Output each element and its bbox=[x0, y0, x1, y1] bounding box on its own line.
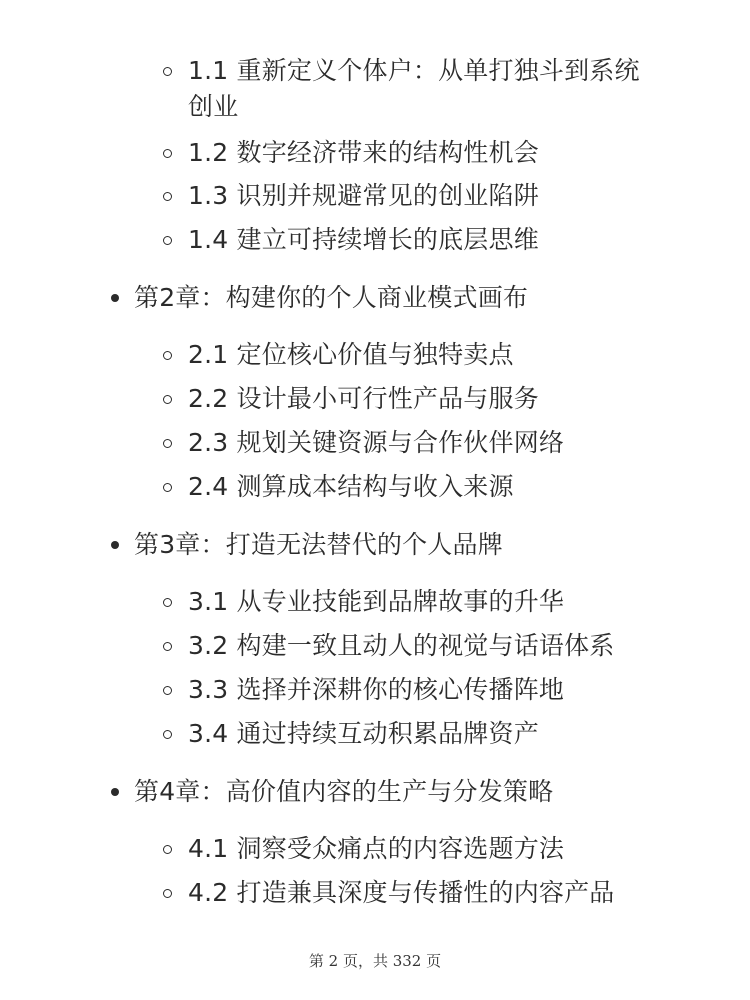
toc-subitem-4-1: 4.1 洞察受众痛点的内容选题方法 bbox=[188, 834, 565, 863]
hollow-bullet-icon bbox=[163, 351, 172, 360]
hollow-bullet-icon bbox=[163, 439, 172, 448]
toc-subitem-1-3: 1.3 识别并规避常见的创业陷阱 bbox=[188, 181, 539, 210]
hollow-bullet-icon bbox=[163, 67, 172, 76]
toc-subitem-1-1-continued: 创业 bbox=[188, 92, 239, 121]
toc-chapter-2: 第2章：构建你的个人商业模式画布 bbox=[134, 283, 529, 312]
hollow-bullet-icon bbox=[163, 598, 172, 607]
toc-chapter-4: 第4章：高价值内容的生产与分发策略 bbox=[134, 777, 554, 806]
hollow-bullet-icon bbox=[163, 686, 172, 695]
toc-subitem-1-1: 1.1 重新定义个体户：从单打独斗到系统 bbox=[188, 56, 640, 85]
hollow-bullet-icon bbox=[163, 642, 172, 651]
toc-chapter-3: 第3章：打造无法替代的个人品牌 bbox=[134, 530, 503, 559]
toc-subitem-3-4: 3.4 通过持续互动积累品牌资产 bbox=[188, 719, 539, 748]
toc-subitem-2-4: 2.4 测算成本结构与收入来源 bbox=[188, 472, 514, 501]
filled-bullet-icon bbox=[111, 294, 119, 302]
toc-subitem-3-3: 3.3 选择并深耕你的核心传播阵地 bbox=[188, 675, 565, 704]
filled-bullet-icon bbox=[111, 541, 119, 549]
toc-subitem-4-2: 4.2 打造兼具深度与传播性的内容产品 bbox=[188, 878, 615, 907]
toc-subitem-2-1: 2.1 定位核心价值与独特卖点 bbox=[188, 340, 514, 369]
hollow-bullet-icon bbox=[163, 845, 172, 854]
toc-subitem-2-2: 2.2 设计最小可行性产品与服务 bbox=[188, 384, 539, 413]
hollow-bullet-icon bbox=[163, 192, 172, 201]
toc-subitem-1-4: 1.4 建立可持续增长的底层思维 bbox=[188, 225, 539, 254]
toc-subitem-1-2: 1.2 数字经济带来的结构性机会 bbox=[188, 138, 539, 167]
toc-subitem-2-3: 2.3 规划关键资源与合作伙伴网络 bbox=[188, 428, 565, 457]
hollow-bullet-icon bbox=[163, 889, 172, 898]
hollow-bullet-icon bbox=[163, 149, 172, 158]
filled-bullet-icon bbox=[111, 788, 119, 796]
hollow-bullet-icon bbox=[163, 730, 172, 739]
hollow-bullet-icon bbox=[163, 236, 172, 245]
page-number-footer: 第 2 页，共 332 页 bbox=[308, 952, 442, 970]
toc-subitem-3-2: 3.2 构建一致且动人的视觉与话语体系 bbox=[188, 631, 615, 660]
toc-subitem-3-1: 3.1 从专业技能到品牌故事的升华 bbox=[188, 587, 565, 616]
hollow-bullet-icon bbox=[163, 395, 172, 404]
hollow-bullet-icon bbox=[163, 483, 172, 492]
